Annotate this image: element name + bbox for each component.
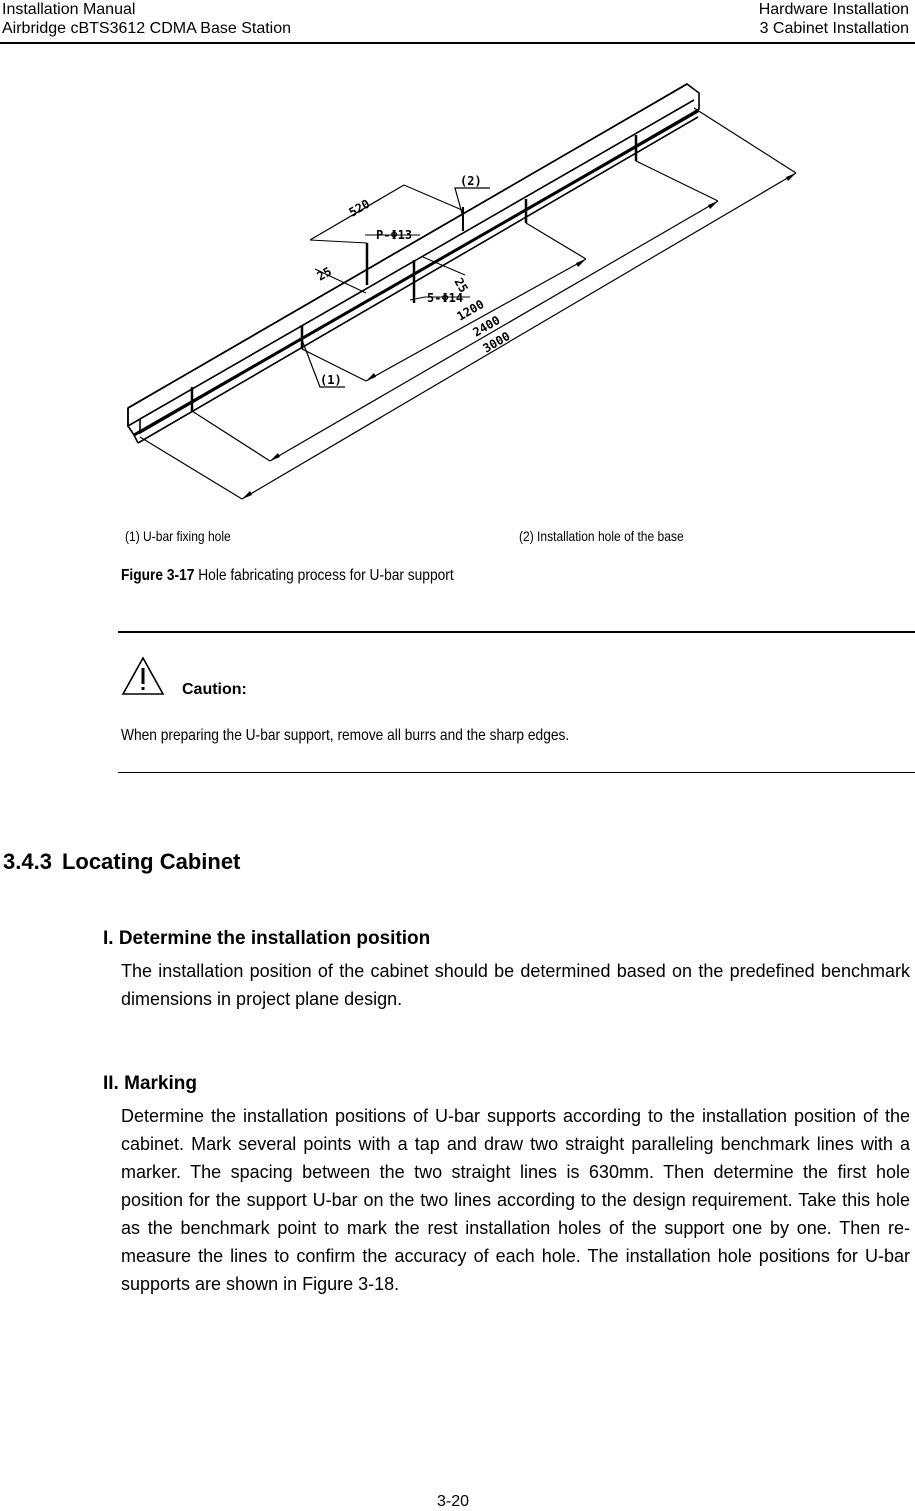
header-rule <box>0 42 915 44</box>
section-heading <box>3 849 240 875</box>
caution-bottom-rule <box>118 772 915 773</box>
section-number: 3.4.3 <box>3 849 52 874</box>
caution-text: When preparing the U-bar support, remove all burrs and the sharp edges. <box>121 727 570 744</box>
chapter-group: Hardware Installation <box>758 1 909 18</box>
u-bar-inner-line <box>140 100 694 419</box>
callout-1: (1) <box>320 373 342 387</box>
dim-25a: 25 <box>314 264 335 284</box>
u-bar-top-lip <box>128 84 687 408</box>
header-left <box>2 0 291 38</box>
figure-caption-text: Hole fabricating process for U-bar support <box>194 567 454 584</box>
dim-1200: 1200 <box>454 297 487 324</box>
product-name: Airbridge cBTS3612 CDMA Base Station <box>2 20 292 37</box>
dim-3000: 3000 <box>480 329 513 356</box>
chapter-title: 3 Cabinet Installation <box>759 20 909 37</box>
legend-item-2: (2) Installation hole of the base <box>519 528 684 544</box>
page-number: 3-20 <box>437 1493 470 1510</box>
u-bar-front-face <box>128 84 699 433</box>
dim-2400: 2400 <box>470 313 503 340</box>
subsection-paragraph-1: The installation position of the cabinet should be determined based on the predefined benchmark dimensions in project plane design. <box>121 961 910 1009</box>
caution-label: Caution: <box>182 681 247 698</box>
subsection-paragraph-2: Determine the installation positions of U-bar supports according to the installation position of the cabinet. Mark several points with a tap and draw two straight paralleling benchmark lines with a marker. The spacing between the two straight lines is 630mm. Then determine the first hole position for the support U-bar on the two lines according to the design requirement. Take this hole as the benchmark point to mark the rest installation holes of the support one by one. Then re-measure the lines to confirm the accuracy of each hole. The installation hole positions for U-bar supports are shown in Figure 3-18. <box>121 1106 910 1294</box>
dim-520: 520 <box>346 196 373 220</box>
header-right <box>759 0 909 38</box>
dim-p13: P-Φ13 <box>376 228 413 242</box>
legend-item-1: (1) U-bar fixing hole <box>125 528 231 544</box>
dim-5-p14: 5-Φ14 <box>427 291 464 305</box>
figure-caption <box>121 567 454 585</box>
warning-triangle-icon <box>121 656 165 696</box>
doc-title: Installation Manual <box>2 1 136 18</box>
subsection-heading-1: I. Determine the installation position <box>103 928 431 949</box>
subsection-heading-2: II. Marking <box>103 1073 197 1094</box>
callout-2: (2) <box>460 174 482 188</box>
dim-25b: 25 <box>451 275 471 296</box>
section-title: Locating Cabinet <box>61 849 241 874</box>
u-bar-drawing <box>120 75 810 505</box>
figure-caption-label: Figure 3-17 <box>121 567 195 584</box>
u-bar-lower-edge <box>134 111 698 435</box>
caution-top-rule <box>118 631 915 633</box>
